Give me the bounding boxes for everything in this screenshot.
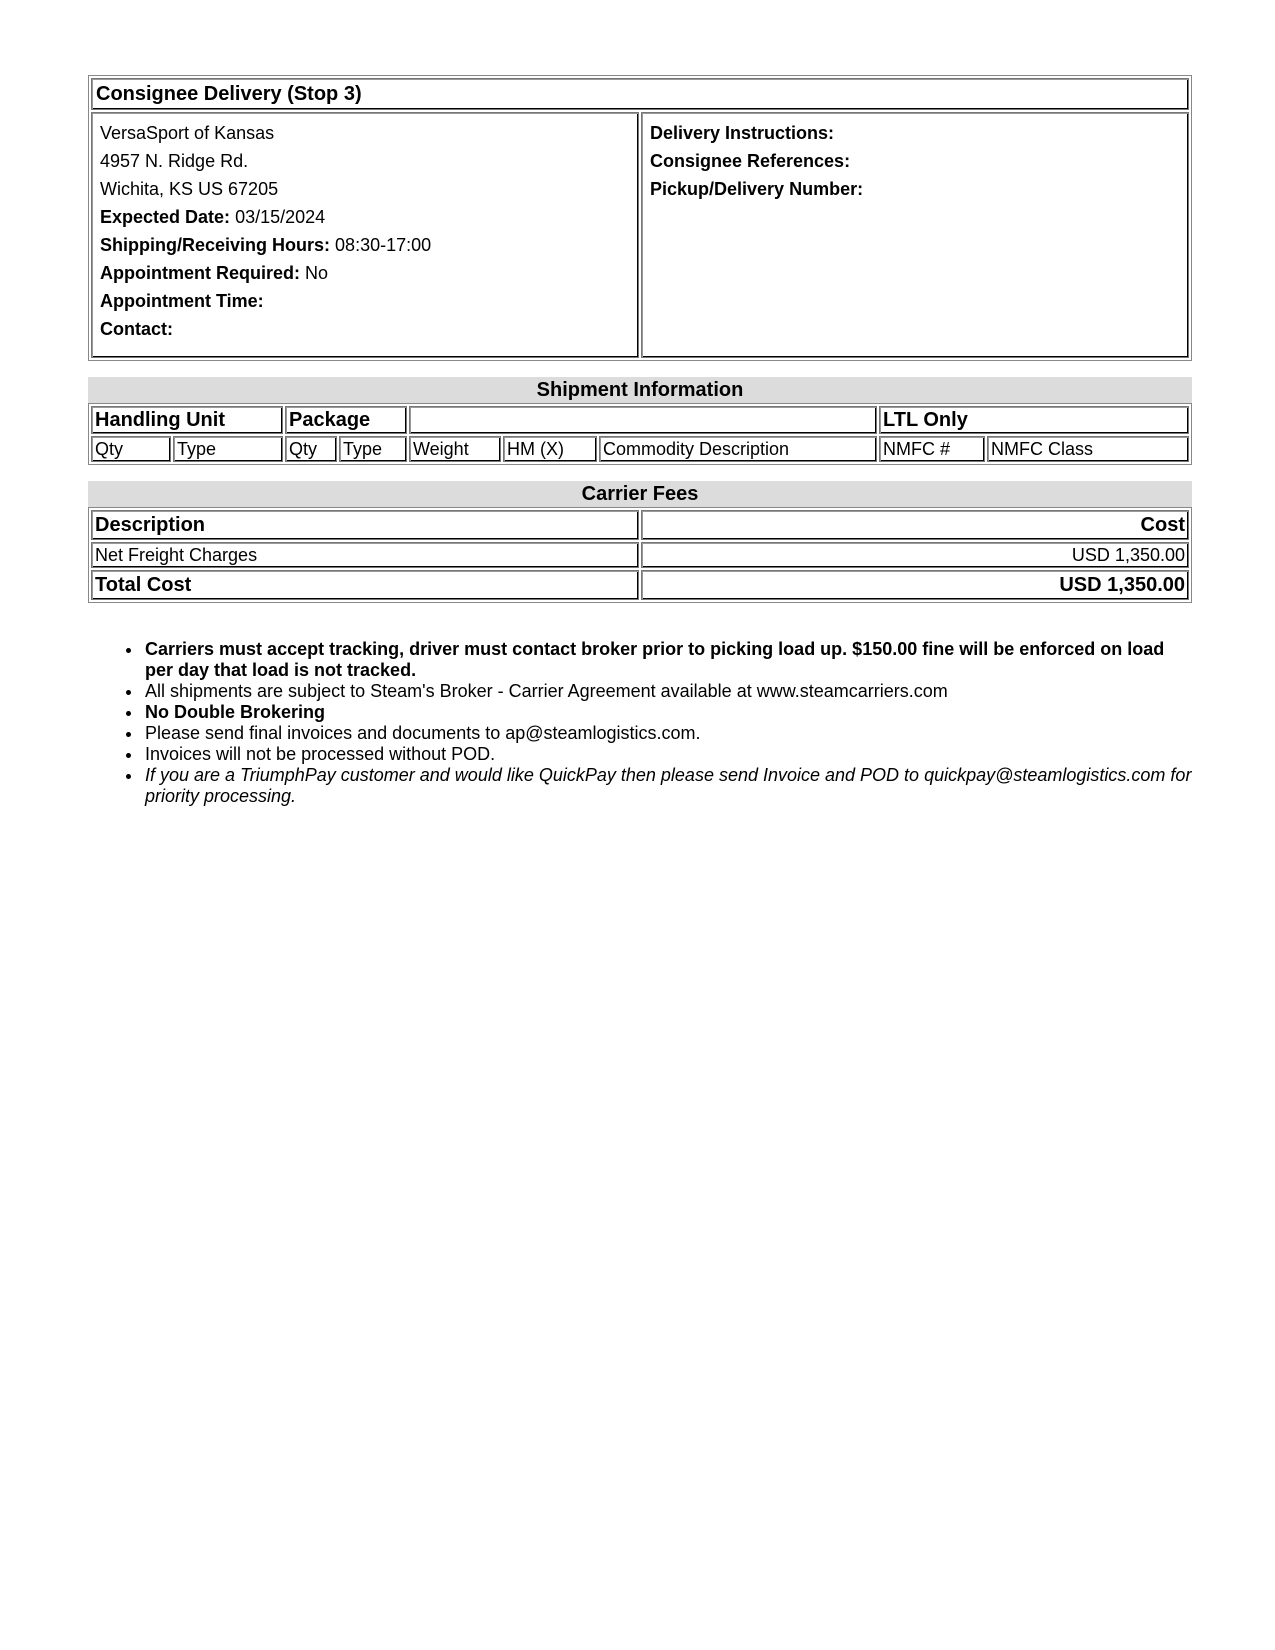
list-item: • Carriers must accept tracking, driver must contact broker prior to picking load up. $150.00 fine will be enforced on load per day that load is not tracked. [143, 639, 1192, 681]
column-header: Type [339, 436, 407, 462]
pickup-delivery-number-label: Pickup/Delivery Number: [650, 179, 864, 199]
expected-date [100, 203, 630, 231]
group-ltl-only: LTL Only [879, 406, 1189, 434]
column-header: NMFC # [879, 436, 985, 462]
consignee-references-label: Consignee References: [650, 151, 851, 171]
expected-date-value: 03/15/2024 [235, 207, 326, 227]
consignee-title: Consignee Delivery (Stop 3) [91, 78, 1189, 110]
consignee-instructions-cell [641, 112, 1189, 358]
table-row [91, 542, 1189, 568]
total-cost-value: USD 1,350.00 [641, 570, 1189, 600]
column-header: NMFC Class [987, 436, 1189, 462]
notes-list [88, 639, 1192, 807]
fee-cost: USD 1,350.00 [641, 542, 1189, 568]
fees-cost-header: Cost [641, 510, 1189, 540]
group-blank [409, 406, 877, 434]
document-page [88, 75, 1192, 807]
column-header: Type [173, 436, 283, 462]
column-header: Qty [285, 436, 337, 462]
list-item: • All shipments are subject to Steam's Broker - Carrier Agreement available at www.steamcarriers.com [143, 681, 1192, 702]
delivery-instructions-label: Delivery Instructions: [650, 123, 835, 143]
shipping-hours-value: 08:30-17:00 [335, 235, 432, 255]
consignee-address-line2: Wichita, KS US 67205 [100, 179, 279, 199]
list-item: • No Double Brokering [143, 702, 1192, 723]
shipping-hours-label: Shipping/Receiving Hours: [100, 235, 331, 255]
appointment-time-label: Appointment Time: [100, 291, 264, 311]
list-item: • If you are a TriumphPay customer and would like QuickPay then please send Invoice and POD to quickpay@steamlogistics.com for priority processing. [143, 765, 1192, 807]
list-item: • Please send final invoices and documents to ap@steamlogistics.com. [143, 723, 1192, 744]
appointment-required-label: Appointment Required: [100, 263, 300, 283]
appointment-required [100, 259, 630, 287]
carrier-fees-header: Carrier Fees [88, 481, 1192, 507]
fee-description: Net Freight Charges [91, 542, 639, 568]
consignee-delivery-table [88, 75, 1192, 361]
column-header: HM (X) [503, 436, 597, 462]
column-header: Weight [409, 436, 501, 462]
consignee-address-line1: 4957 N. Ridge Rd. [100, 151, 249, 171]
consignee-name: VersaSport of Kansas [100, 123, 275, 143]
shipping-hours [100, 231, 630, 259]
expected-date-label: Expected Date: [100, 207, 231, 227]
consignee-address-cell [91, 112, 639, 358]
list-item: • Invoices will not be processed without POD. [143, 744, 1192, 765]
fees-description-header: Description [91, 510, 639, 540]
shipment-information-header: Shipment Information [88, 377, 1192, 403]
group-package: Package [285, 406, 407, 434]
column-header: Commodity Description [599, 436, 877, 462]
contact-label: Contact: [100, 319, 173, 339]
group-handling-unit: Handling Unit [91, 406, 283, 434]
shipment-information-table [88, 403, 1192, 465]
carrier-fees-table [88, 507, 1192, 603]
column-header: Qty [91, 436, 171, 462]
total-cost-label: Total Cost [91, 570, 639, 600]
appointment-required-value: No [305, 263, 329, 283]
